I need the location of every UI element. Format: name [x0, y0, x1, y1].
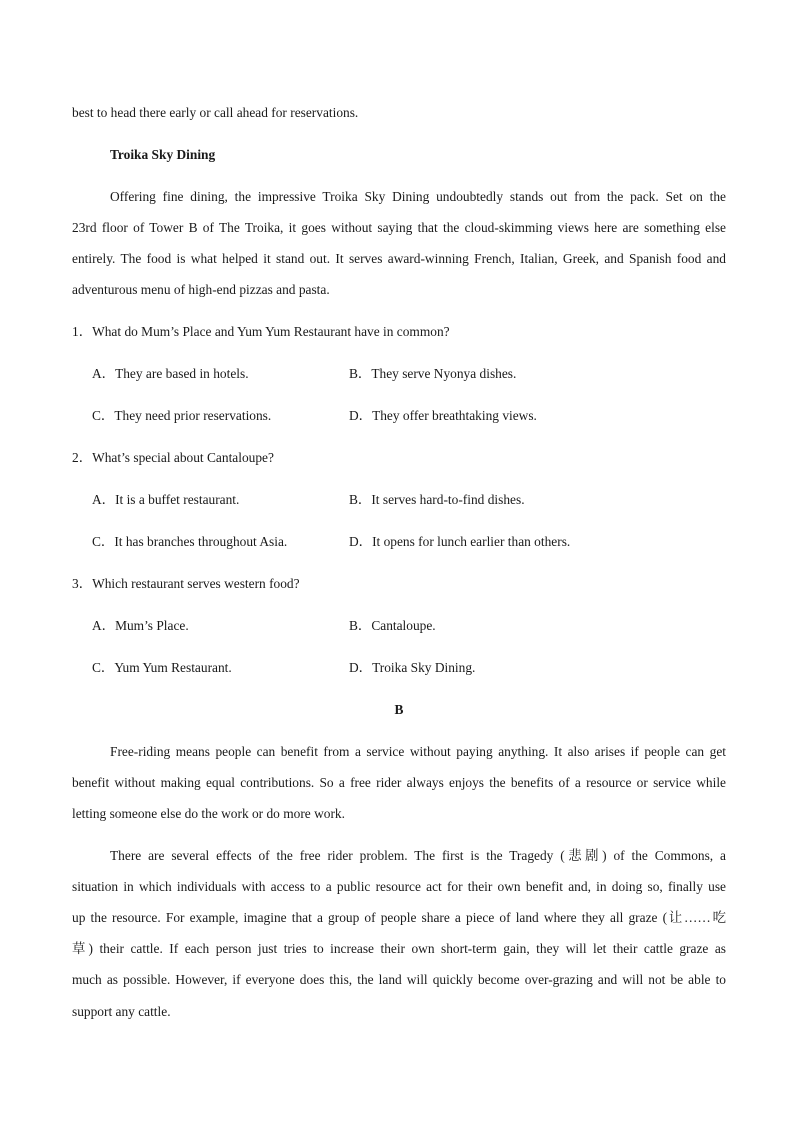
- b-para2-line-2: situation in which individuals with access to a public resource act for their own benefit and, in doing so, finally use: [72, 879, 726, 894]
- q3-option-a: A．Mum’s Place.: [92, 618, 189, 633]
- question-number: 2．: [72, 450, 93, 465]
- b-para2-line-6: support any cattle.: [72, 1004, 171, 1019]
- q2-option-a: A．It is a buffet restaurant.: [92, 492, 240, 507]
- question-number: 3．: [72, 576, 93, 591]
- b-para1-line-2: benefit without making equal contributions. So a free rider always enjoys the benefits of a resource or service while: [72, 775, 726, 790]
- b-para2-line-1: There are several effects of the free rider problem. The first is the Tragedy (悲剧) of the Commons, a: [110, 848, 726, 863]
- q1-option-d: D．They offer breathtaking views.: [349, 408, 537, 423]
- question-text: What’s special about Cantaloupe?: [92, 450, 274, 465]
- q1-option-a: A．They are based in hotels.: [92, 366, 249, 381]
- passage-a-tail-line: best to head there early or call ahead for reservations.: [72, 105, 359, 120]
- troika-line-3: entirely. The food is what helped it stand out. It serves award-winning French, Italian, Greek, and Spanish food and: [72, 251, 726, 266]
- q3-option-c: C．Yum Yum Restaurant.: [92, 660, 232, 675]
- question-text: Which restaurant serves western food?: [92, 576, 300, 591]
- question-text: What do Mum’s Place and Yum Yum Restaurant have in common?: [92, 324, 450, 339]
- question-3: [72, 576, 300, 592]
- troika-line-2: 23rd floor of Tower B of The Troika, it goes without saying that the cloud-skimming views here are something else: [72, 220, 726, 235]
- q1-option-b: B．They serve Nyonya dishes.: [349, 366, 517, 381]
- b-para2-line-3: up the resource. For example, imagine that a group of people share a piece of land where they all graze (让……吃: [72, 910, 726, 925]
- troika-heading: Troika Sky Dining: [110, 147, 216, 162]
- q3-option-b: B．Cantaloupe.: [349, 618, 436, 633]
- q2-option-c: C．It has branches throughout Asia.: [92, 534, 288, 549]
- q1-option-c: C．They need prior reservations.: [92, 408, 272, 423]
- q2-option-d: D．It opens for lunch earlier than others.: [349, 534, 571, 549]
- b-para1-line-3: letting someone else do the work or do more work.: [72, 806, 345, 821]
- question-1: [72, 324, 450, 340]
- section-b-title: B: [394, 702, 404, 717]
- question-2: [72, 450, 274, 466]
- b-para1-line-1: Free-riding means people can benefit from a service without paying anything. It also arises if people can get: [110, 744, 726, 759]
- troika-line-1: Offering fine dining, the impressive Troika Sky Dining undoubtedly stands out from the pack. Set on the: [110, 189, 726, 204]
- q2-option-b: B．It serves hard-to-find dishes.: [349, 492, 525, 507]
- question-number: 1．: [72, 324, 93, 339]
- b-para2-line-5: much as possible. However, if everyone does this, the land will quickly become over-grazing and will not be able to: [72, 972, 726, 987]
- b-para2-line-4: 草) their cattle. If each person just tries to increase their own short-term gain, they will let their cattle graze as: [72, 941, 726, 956]
- troika-line-4: adventurous menu of high-end pizzas and pasta.: [72, 282, 330, 297]
- q3-option-d: D．Troika Sky Dining.: [349, 660, 476, 675]
